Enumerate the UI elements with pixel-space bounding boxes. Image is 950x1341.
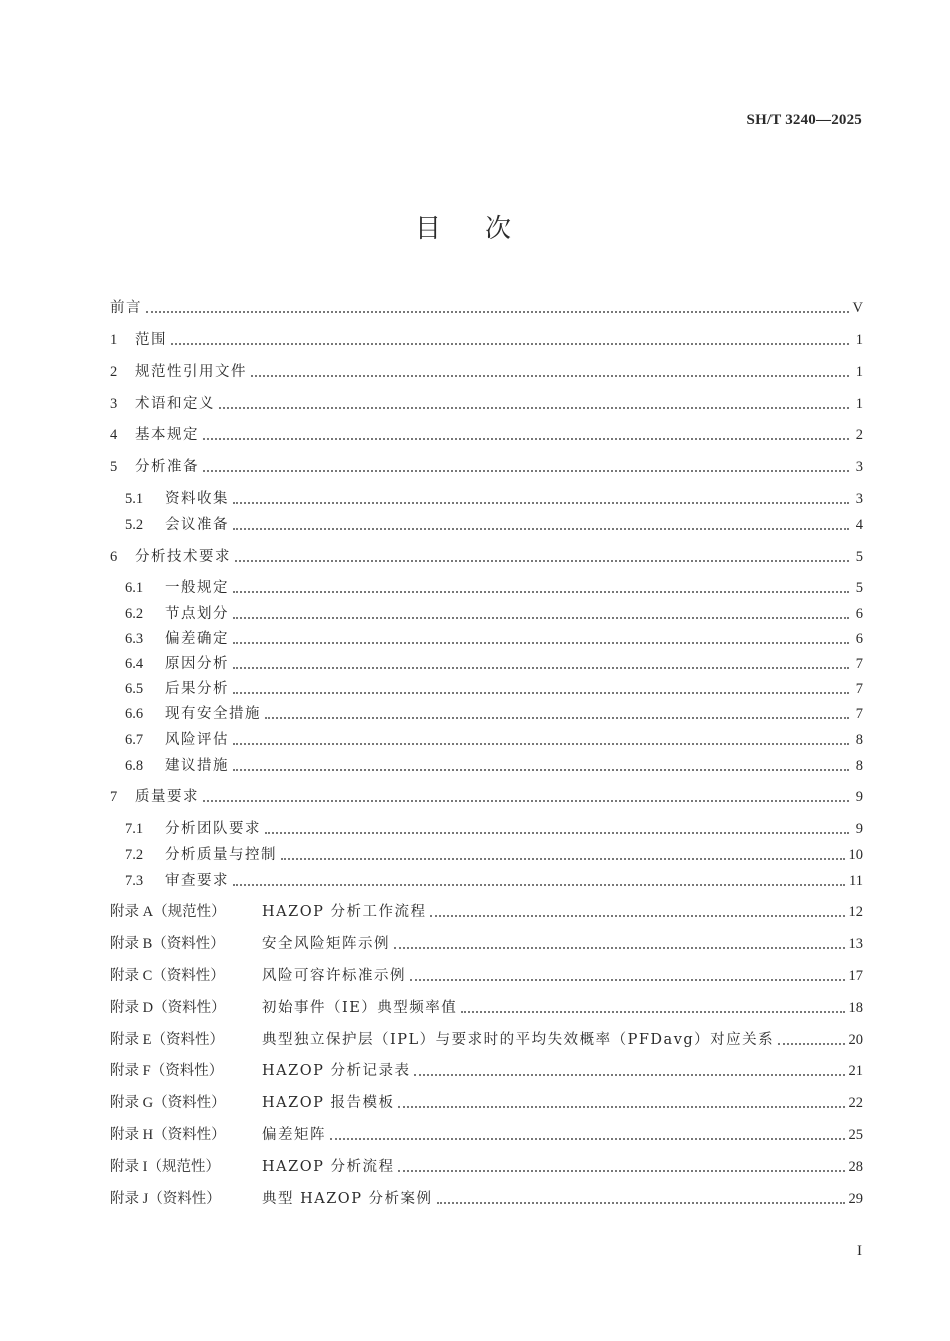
toc-entry[interactable] [110,934,863,954]
toc-leader-dots [233,641,849,644]
toc-entry-number: 附录 G（资料性） [110,1095,226,1111]
toc-leader-dots [146,310,849,313]
toc-entry-title: 一般规定 [165,580,229,596]
toc-entry-page: 4 [855,517,863,533]
toc-entry-number: 6.6 [125,706,144,722]
toc-entry[interactable] [110,1189,863,1209]
toc-entry[interactable] [110,1061,863,1081]
toc-entry-page: V [852,300,863,316]
toc-entry[interactable] [110,1125,863,1145]
toc-entry-number: 6.2 [125,606,144,622]
toc-entry-title: 基本规定 [135,427,199,443]
toc-entry-title: 原因分析 [165,656,229,672]
toc-entry-title: 分析准备 [135,459,199,475]
toc-leader-dots [394,946,845,949]
toc-entry-title: HAZOP 分析流程 [262,1159,395,1175]
toc-entry-title: 典型独立保护层（IPL）与要求时的平均失效概率（PFDavg）对应关系 [262,1032,775,1048]
toc-entry-title: 节点划分 [165,606,229,622]
toc-entry-page: 7 [855,706,863,722]
toc-entry[interactable] [125,654,863,674]
toc-entry-page: 28 [848,1159,863,1175]
toc-entry-number: 6.5 [125,681,144,697]
toc-entry-number: 7.2 [125,847,144,863]
toc-entry-title: HAZOP 分析记录表 [262,1063,411,1079]
toc-entry-number: 5.2 [125,517,144,533]
toc-entry-title: 安全风险矩阵示例 [262,936,390,952]
toc-entry-title: 资料收集 [165,491,229,507]
toc-entry-page: 21 [848,1063,863,1079]
toc-entry[interactable] [125,819,863,839]
toc-leader-dots [233,590,849,593]
toc-entry-title: 典型 HAZOP 分析案例 [262,1191,433,1207]
toc-entry[interactable] [110,787,863,807]
toc-leader-dots [233,501,849,504]
toc-entry[interactable] [110,966,863,986]
toc-entry-number: 7.1 [125,821,144,837]
toc-entry-title: 审查要求 [165,873,229,889]
toc-entry[interactable] [110,998,863,1018]
toc-leader-dots [203,799,849,802]
toc-entry-title: 风险评估 [165,732,229,748]
toc-entry-page: 6 [855,606,863,622]
toc-entry-page: 12 [848,904,863,920]
toc-entry-page: 8 [855,758,863,774]
toc-entry-number: 附录 F（资料性） [110,1063,224,1079]
toc-entry-title: HAZOP 报告模板 [262,1095,395,1111]
toc-entry[interactable] [125,845,863,865]
toc-entry-page: 3 [855,491,863,507]
toc-entry-number: 附录 C（资料性） [110,968,225,984]
toc-entry-title: 建议措施 [165,758,229,774]
toc-entry-page: 20 [848,1032,863,1048]
toc-entry-page: 5 [855,549,863,565]
toc-entry-page: 25 [848,1127,863,1143]
toc-leader-dots [778,1042,844,1045]
page-number: I [857,1243,862,1259]
toc-entry[interactable] [110,1157,863,1177]
toc-entry-number: 附录 H（资料性） [110,1127,226,1143]
toc-leader-dots [410,978,845,981]
toc-entry-page: 13 [848,936,863,952]
toc-entry-page: 18 [848,1000,863,1016]
toc-leader-dots [398,1105,844,1108]
toc-leader-dots [233,768,849,771]
toc-entry-number: 附录 B（资料性） [110,936,225,952]
toc-entry-number: 附录 J（资料性） [110,1191,221,1207]
toc-entry-page: 2 [855,427,863,443]
toc-leader-dots [235,559,849,562]
toc-entry-page: 29 [848,1191,863,1207]
toc-entry-title: 现有安全措施 [165,706,261,722]
toc-entry-number: 1 [110,332,118,348]
toc-entry-title: 规范性引用文件 [135,364,247,380]
toc-entry-number: 2 [110,364,118,380]
toc-entry-number: 5 [110,459,118,475]
toc-leader-dots [281,857,845,860]
toc-entry-title: 会议准备 [165,517,229,533]
toc-entry[interactable] [125,629,863,649]
toc-entry-page: 7 [855,681,863,697]
toc-entry-number: 附录 D（资料性） [110,1000,226,1016]
toc-leader-dots [430,914,844,917]
toc-leader-dots [437,1201,845,1204]
toc-entry-title: 偏差确定 [165,631,229,647]
toc-leader-dots [233,527,849,530]
toc-entry-page: 1 [855,396,863,412]
toc-entry-title: 分析团队要求 [165,821,261,837]
toc-entry[interactable] [125,515,863,535]
toc-entry-number: 6.8 [125,758,144,774]
toc-entry-title: 风险可容许标准示例 [262,968,406,984]
toc-entry[interactable] [125,871,863,891]
toc-entry-title: 初始事件（IE）典型频率值 [262,1000,458,1016]
toc-leader-dots [265,716,849,719]
toc-entry-page: 10 [848,847,863,863]
toc-entry-title: 术语和定义 [135,396,215,412]
toc-entry[interactable] [125,756,863,776]
toc-entry-page: 6 [855,631,863,647]
toc-entry[interactable] [125,679,863,699]
toc-entry-page: 22 [848,1095,863,1111]
toc-leader-dots [330,1137,845,1140]
toc-entry-title: 前言 [110,300,142,316]
toc-entry-number: 6.7 [125,732,144,748]
toc-entry-number: 6.1 [125,580,144,596]
toc-entry[interactable] [125,489,863,509]
toc-entry-number: 3 [110,396,118,412]
toc-leader-dots [265,831,849,834]
toc-entry-title: 质量要求 [135,789,199,805]
toc-entry-page: 9 [855,789,863,805]
toc-entry[interactable] [110,298,863,318]
toc-leader-dots [219,406,849,409]
toc-leader-dots [414,1073,844,1076]
toc-leader-dots [203,469,849,472]
toc-leader-dots [233,742,849,745]
toc-entry-page: 8 [855,732,863,748]
toc-entry-title: 分析技术要求 [135,549,231,565]
toc-entry-number: 附录 E（资料性） [110,1032,224,1048]
toc-entry-page: 17 [848,968,863,984]
toc-entry-number: 5.1 [125,491,144,507]
toc-leader-dots [398,1169,844,1172]
toc-entry-page: 1 [855,364,863,380]
standard-number: SH/T 3240—2025 [746,112,862,128]
toc-entry-page: 3 [855,459,863,475]
toc-entry[interactable] [110,394,863,414]
toc-entry-number: 6.3 [125,631,144,647]
page-title: 目次 [414,214,555,244]
toc-entry[interactable] [110,547,863,567]
toc-entry-number: 附录 I（规范性） [110,1159,220,1175]
toc-entry-number: 7.3 [125,873,144,889]
toc-entry[interactable] [110,425,863,445]
toc-entry[interactable] [110,1093,863,1113]
toc-entry-number: 附录 A（规范性） [110,904,226,920]
toc-entry-number: 6.4 [125,656,144,672]
toc-leader-dots [233,666,849,669]
toc-entry[interactable] [110,457,863,477]
toc-leader-dots [461,1010,844,1013]
toc-entry-number: 7 [110,789,118,805]
toc-entry[interactable] [110,902,863,922]
toc-entry-page: 11 [849,873,863,889]
toc-entry-page: 5 [855,580,863,596]
toc-entry[interactable] [110,362,863,382]
toc-leader-dots [233,883,845,886]
toc-entry-number: 4 [110,427,118,443]
toc-leader-dots [171,342,849,345]
toc-entry-title: 范围 [135,332,167,348]
toc-leader-dots [251,374,849,377]
toc-entry[interactable] [125,578,863,598]
toc-leader-dots [203,437,849,440]
toc-leader-dots [233,691,849,694]
toc-entry-page: 9 [855,821,863,837]
toc-leader-dots [233,616,849,619]
toc-entry-page: 1 [855,332,863,348]
toc-entry[interactable] [125,604,863,624]
toc-entry-title: 分析质量与控制 [165,847,277,863]
toc-entry-page: 7 [855,656,863,672]
toc-entry[interactable] [110,330,863,350]
toc-entry[interactable] [110,1030,863,1050]
toc-entry[interactable] [125,730,863,750]
toc-entry-number: 6 [110,549,118,565]
toc-entry[interactable] [125,704,863,724]
toc-entry-title: HAZOP 分析工作流程 [262,904,427,920]
toc-entry-title: 偏差矩阵 [262,1127,326,1143]
toc-entry-title: 后果分析 [165,681,229,697]
